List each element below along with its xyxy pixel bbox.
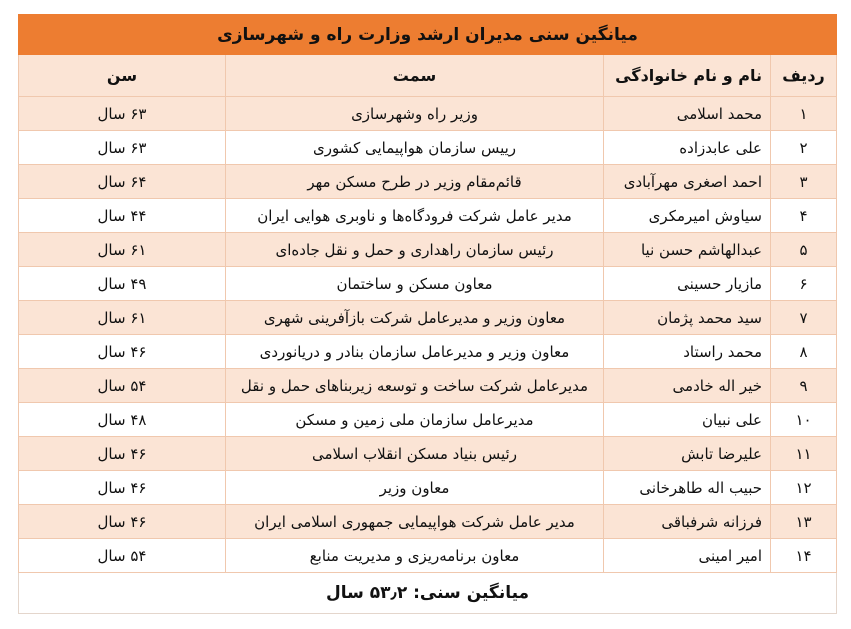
cell-name: علیرضا تابش	[604, 437, 771, 471]
cell-age: ۴۴ سال	[19, 199, 226, 233]
table-title: میانگین سنی مدیران ارشد وزارت راه و شهرسازی	[19, 15, 837, 55]
cell-row-number: ۴	[771, 199, 837, 233]
cell-position: رئیس بنیاد مسکن انقلاب اسلامی	[226, 437, 604, 471]
cell-row-number: ۵	[771, 233, 837, 267]
cell-name: عبدالهاشم حسن نیا	[604, 233, 771, 267]
cell-position: قائم‌مقام وزیر در طرح مسکن مهر	[226, 165, 604, 199]
cell-row-number: ۳	[771, 165, 837, 199]
table-row	[19, 539, 837, 573]
table-row	[19, 97, 837, 131]
cell-name: فرزانه شرفباقی	[604, 505, 771, 539]
cell-age: ۶۳ سال	[19, 131, 226, 165]
cell-position: معاون برنامه‌ریزی و مدیریت منابع	[226, 539, 604, 573]
cell-position: معاون وزیر	[226, 471, 604, 505]
cell-row-number: ۹	[771, 369, 837, 403]
cell-position: مدیر عامل شرکت فرودگاه‌ها و ناوبری هوایی ایران	[226, 199, 604, 233]
cell-position: معاون وزیر و مدیرعامل سازمان بنادر و دریانوردی	[226, 335, 604, 369]
cell-age: ۶۴ سال	[19, 165, 226, 199]
header-age: سن	[19, 55, 226, 97]
cell-age: ۶۱ سال	[19, 301, 226, 335]
table-row	[19, 437, 837, 471]
cell-name: مازیار حسینی	[604, 267, 771, 301]
cell-age: ۴۸ سال	[19, 403, 226, 437]
managers-age-table	[18, 14, 837, 614]
table-title-row	[19, 15, 837, 55]
cell-name: علی نبیان	[604, 403, 771, 437]
table-row	[19, 505, 837, 539]
cell-position: معاون وزیر و مدیرعامل شرکت بازآفرینی شهری	[226, 301, 604, 335]
cell-age: ۶۳ سال	[19, 97, 226, 131]
cell-row-number: ۱۳	[771, 505, 837, 539]
cell-age: ۵۴ سال	[19, 369, 226, 403]
cell-row-number: ۱۲	[771, 471, 837, 505]
footer-row	[19, 573, 837, 614]
table-row	[19, 301, 837, 335]
cell-name: حبیب اله طاهرخانی	[604, 471, 771, 505]
cell-name: امیر امینی	[604, 539, 771, 573]
cell-row-number: ۷	[771, 301, 837, 335]
table-row	[19, 369, 837, 403]
header-name: نام و نام خانوادگی	[604, 55, 771, 97]
cell-age: ۴۶ سال	[19, 505, 226, 539]
cell-row-number: ۶	[771, 267, 837, 301]
cell-name: علی عابدزاده	[604, 131, 771, 165]
header-row-number: ردیف	[771, 55, 837, 97]
table-row	[19, 233, 837, 267]
table-row	[19, 131, 837, 165]
cell-name: سیاوش امیرمکری	[604, 199, 771, 233]
table-row	[19, 267, 837, 301]
table-row	[19, 403, 837, 437]
cell-position: مدیرعامل شرکت ساخت و توسعه زیربناهای حمل و نقل	[226, 369, 604, 403]
cell-row-number: ۱۱	[771, 437, 837, 471]
cell-name: محمد راستاد	[604, 335, 771, 369]
cell-row-number: ۱۴	[771, 539, 837, 573]
cell-position: معاون مسکن و ساختمان	[226, 267, 604, 301]
cell-row-number: ۸	[771, 335, 837, 369]
cell-position: رییس سازمان هواپیمایی کشوری	[226, 131, 604, 165]
table-row	[19, 471, 837, 505]
cell-position: مدیر عامل شرکت هواپیمایی جمهوری اسلامی ایران	[226, 505, 604, 539]
cell-row-number: ۱	[771, 97, 837, 131]
cell-age: ۴۹ سال	[19, 267, 226, 301]
cell-position: وزیر راه وشهرسازی	[226, 97, 604, 131]
cell-position: مدیرعامل سازمان ملی زمین و مسکن	[226, 403, 604, 437]
cell-age: ۴۶ سال	[19, 437, 226, 471]
table-row	[19, 199, 837, 233]
cell-name: سید محمد پژمان	[604, 301, 771, 335]
header-position: سمت	[226, 55, 604, 97]
cell-position: رئیس سازمان راهداری و حمل و نقل جاده‌ای	[226, 233, 604, 267]
cell-age: ۴۶ سال	[19, 335, 226, 369]
cell-name: خیر اله خادمی	[604, 369, 771, 403]
table-row	[19, 165, 837, 199]
cell-name: احمد اصغری مهرآبادی	[604, 165, 771, 199]
cell-age: ۵۴ سال	[19, 539, 226, 573]
cell-name: محمد اسلامی	[604, 97, 771, 131]
average-age-summary: میانگین سنی: ۵۳٫۲ سال	[19, 573, 837, 614]
cell-row-number: ۲	[771, 131, 837, 165]
column-header-row	[19, 55, 837, 97]
cell-age: ۶۱ سال	[19, 233, 226, 267]
cell-row-number: ۱۰	[771, 403, 837, 437]
cell-age: ۴۶ سال	[19, 471, 226, 505]
table-row	[19, 335, 837, 369]
